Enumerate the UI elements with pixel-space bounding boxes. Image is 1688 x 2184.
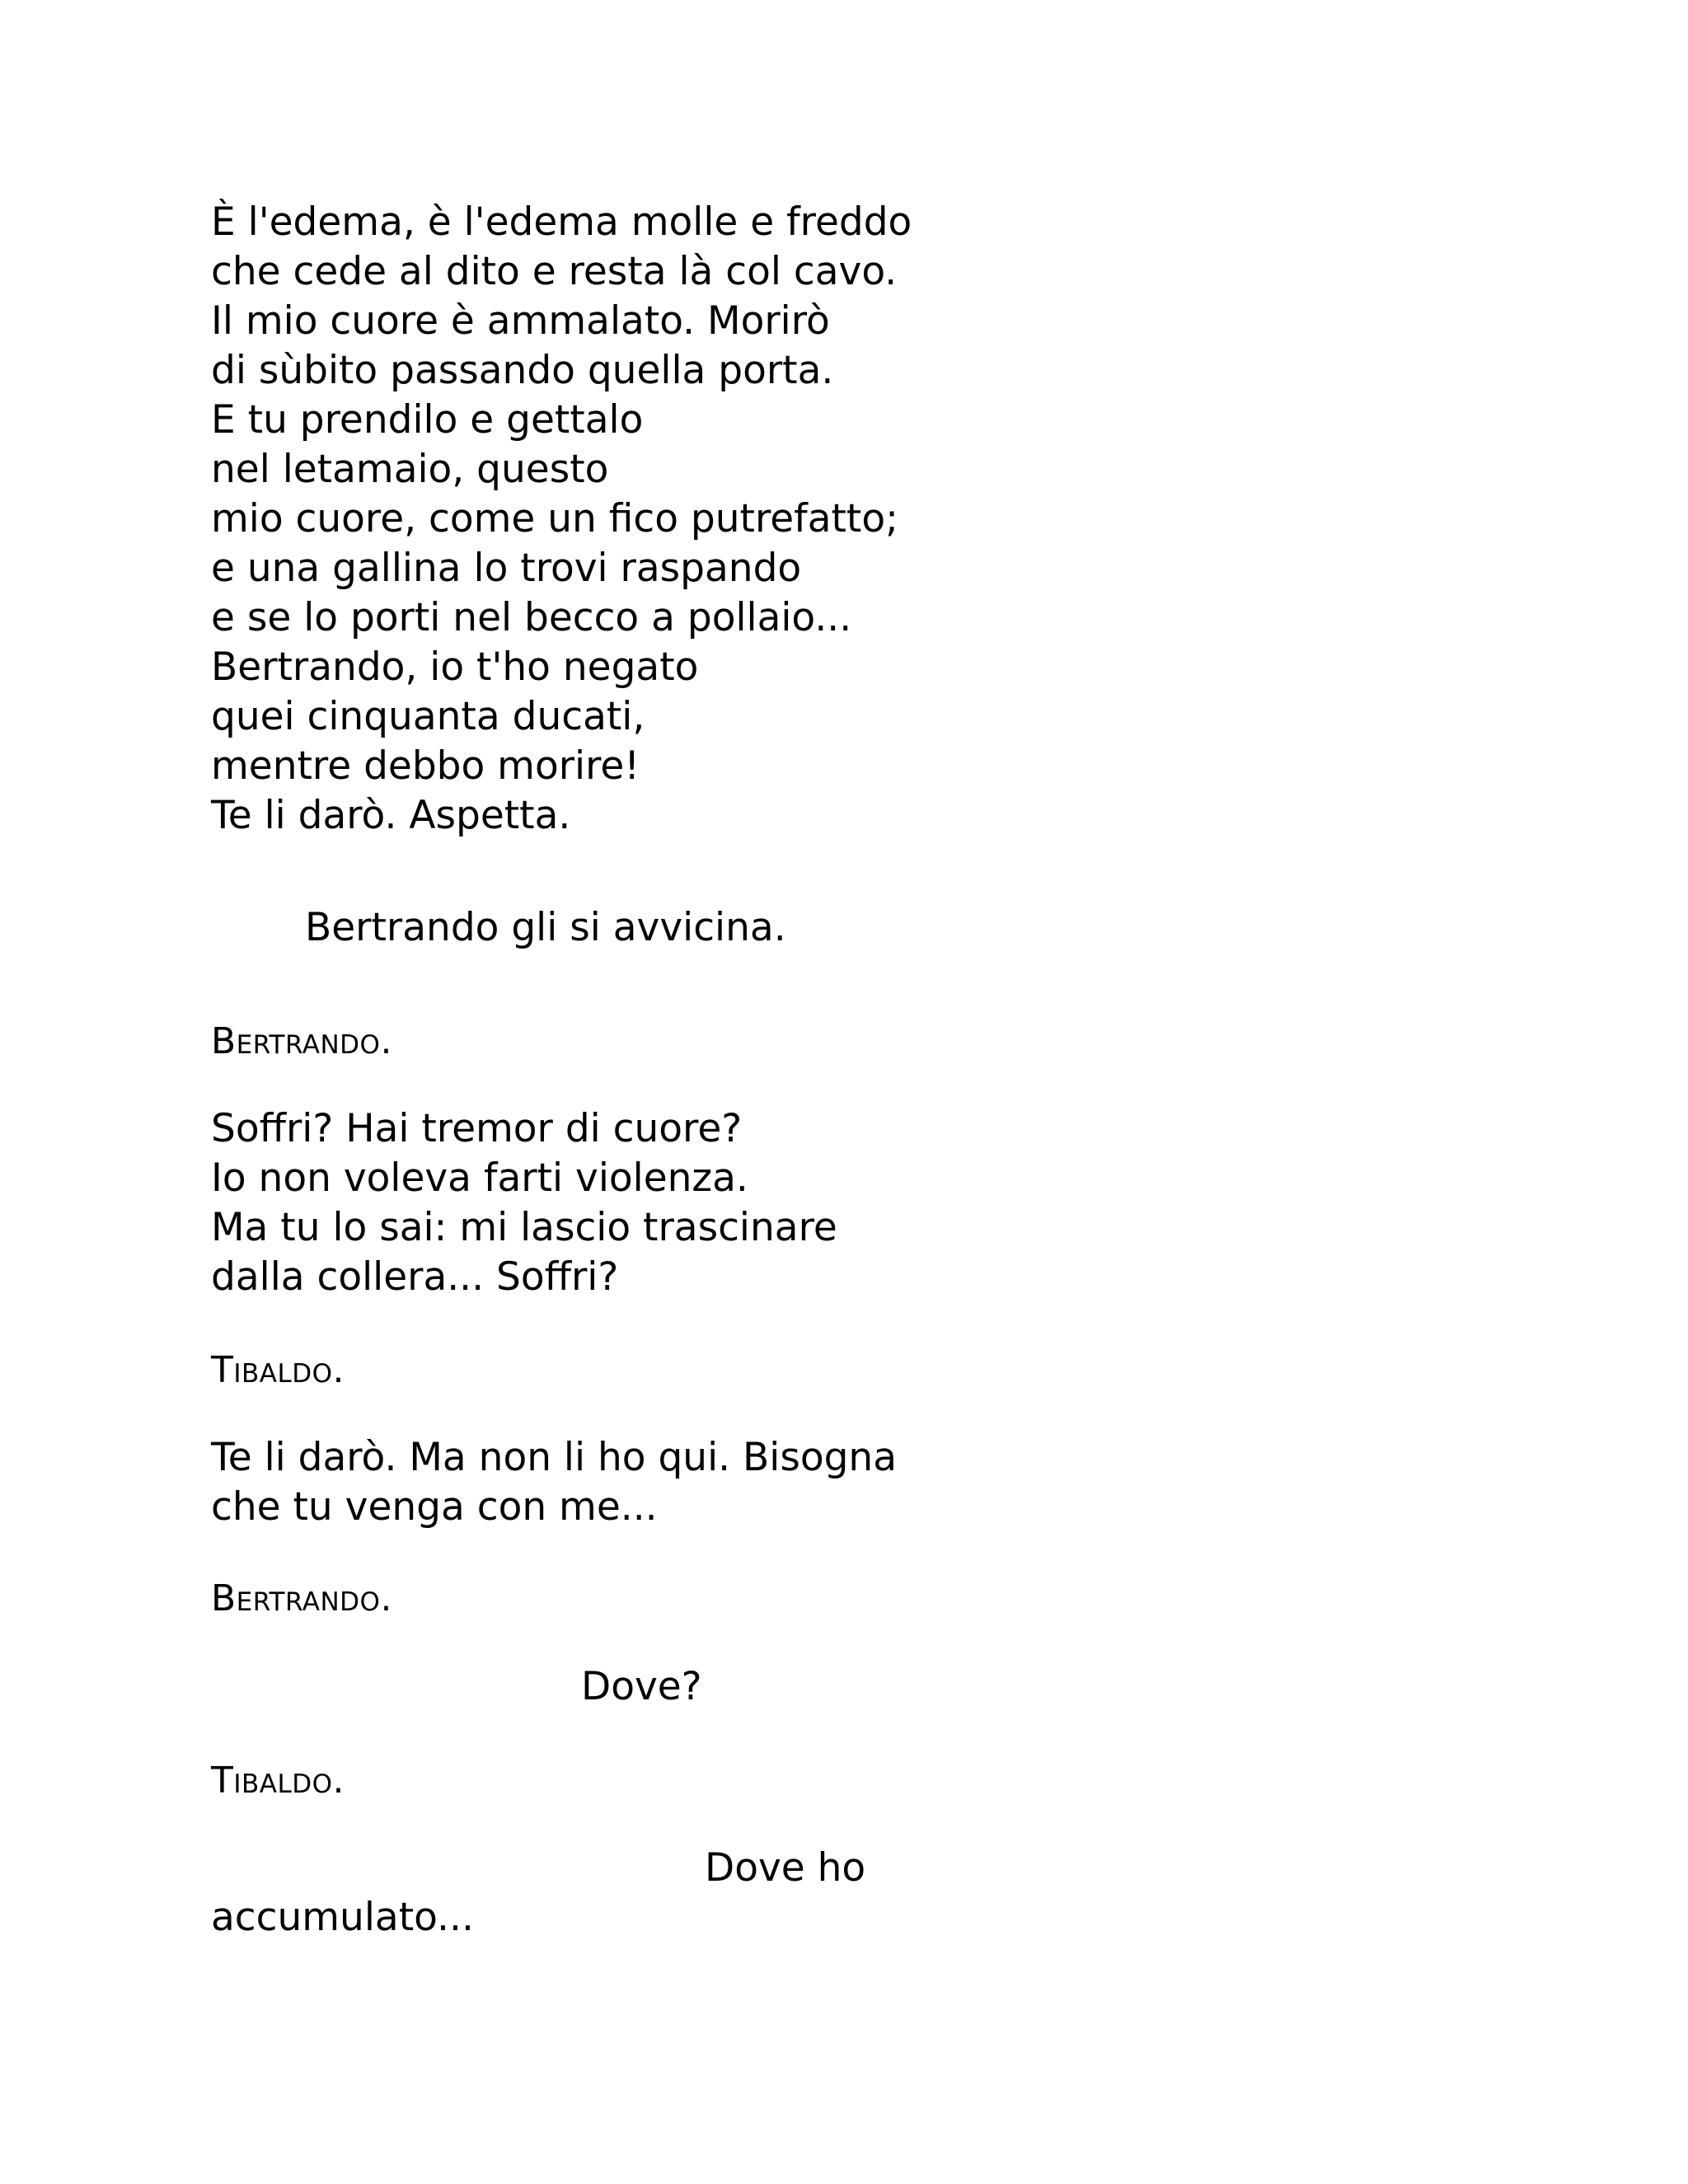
verse-line: mentre debbo morire! xyxy=(211,743,640,789)
verse-line: Te li darò. Ma non li ho qui. Bisogna xyxy=(211,1435,898,1480)
speaker-name: Bertrando. xyxy=(211,1020,392,1062)
verse-line: È l'edema, è l'edema molle e freddo xyxy=(211,199,912,245)
speaker-name: Tibaldo. xyxy=(211,1760,345,1802)
verse-line: Bertrando, io t'ho negato xyxy=(211,644,699,690)
verse-line: E tu prendilo e gettalo xyxy=(211,397,644,443)
verse-line: Soffri? Hai tremor di cuore? xyxy=(211,1106,743,1151)
verse-line: Te li darò. Aspetta. xyxy=(211,793,571,838)
verse-line: Il mio cuore è ammalato. Morirò xyxy=(211,298,830,344)
verse-line: e se lo porti nel becco a pollaio... xyxy=(211,595,852,640)
stage-direction: Bertrando gli si avvicina. xyxy=(305,905,786,950)
verse-line: Dove ho xyxy=(705,1845,866,1891)
speaker-name: Tibaldo. xyxy=(211,1349,345,1391)
verse-line: che cede al dito e resta là col cavo. xyxy=(211,249,898,294)
speaker-name: Bertrando. xyxy=(211,1577,392,1619)
verse-line: che tu venga con me... xyxy=(211,1484,658,1530)
verse-line: accumulato... xyxy=(211,1895,474,1940)
verse-line: Ma tu lo sai: mi lascio trascinare xyxy=(211,1205,837,1250)
verse-line: di sùbito passando quella porta. xyxy=(211,348,834,393)
verse-line: nel letamaio, questo xyxy=(211,447,609,492)
verse-line: e una gallina lo trovi raspando xyxy=(211,546,802,591)
verse-line: dalla collera... Soffri? xyxy=(211,1254,619,1300)
verse-line: Dove? xyxy=(581,1664,702,1709)
verse-line: mio cuore, come un fico putrefatto; xyxy=(211,496,898,541)
verse-line: quei cinquanta ducati, xyxy=(211,694,645,739)
verse-line: Io non voleva farti violenza. xyxy=(211,1155,748,1201)
